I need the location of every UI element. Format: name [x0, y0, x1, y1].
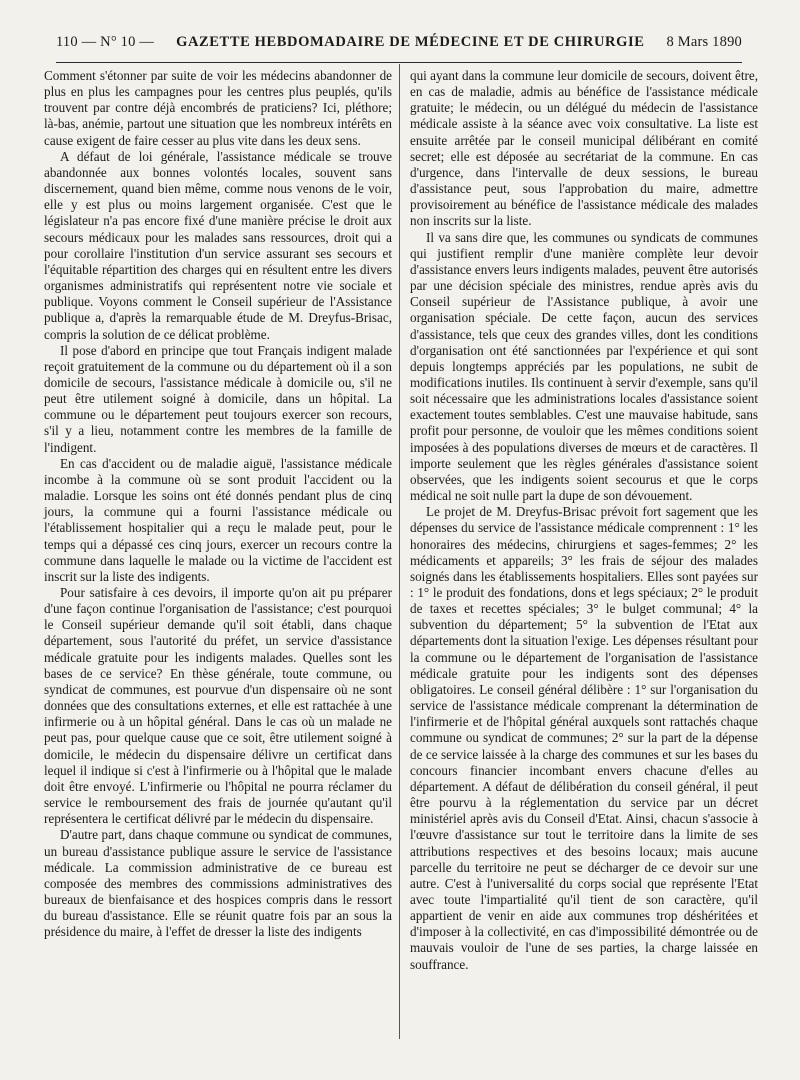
- paragraph: En cas d'accident ou de maladie aiguë, l'assistance médicale incombe à la commune où se sont produit l'accident ou la maladie. Lorsque les soins ont été donnés pendant plus de cinq jours, la commune qui a fourni l'assistance médicale ou l'établissement hospitalier qui a reçu le malade peut, pour le temps qui a dépassé ces cinq jours, exercer un recours contre la commune dans laquelle le malade ou la victime de l'accident est inscrit sur la liste des indigents.: [44, 455, 392, 584]
- page-header: [56, 34, 742, 60]
- paragraph: Le projet de M. Dreyfus-Brisac prévoit fort sagement que les dépenses du service de l'assistance médicale comprennent : 1° les honoraires des médecins, chirurgiens et sages-femmes; 2° les médicaments et appareils; 3° les frais de séjour des malades soignés dans les établissements hospitaliers. Elles sont payées sur : 1° le produit des fondations, dons et legs spéciaux; 2° le produit de taxes et recettes spéciales; 3° le bulget communal; 4° la subvention du département; 5° la subvention de l'Etat aux départements dont la situation l'exige. Les dépenses résultant pour la commune ou le département de l'organisation de l'assistance médicale gratuite pour les indigents sont des dépenses obligatoires. Le conseil général délibère : 1° sur l'organisation du service de l'assistance médicale comprenant la détermination de l'infirmerie et de l'hôpital général auxquels sont rattachés chaque commune ou syndicat de communes; 2° sur la part de la dépense de ce service laissée à la charge des communes et sur les bases du concours financier incombant envers chacune d'elles au département. A défaut de délibération du conseil général, il peut être pourvu à la réglementation du service par un décret ministériel après avis du Conseil d'Etat. Ainsi, chacun s'associe à l'œuvre d'assistance sur tout le territoire dans la limite de ses attributions respectives et des besoins locaux; mais aucune parcelle du territoire ne peut se décharger de ce devoir sur une autre. C'est à l'universalité du corps social que représente l'Etat avec toute l'impartialité qu'il tient de son caractère, qu'il appartient de venir en aide aux communes trop déshéritées et d'imposer à la collectivité, en cas d'impossibilité démontrée ou de mauvais vouloir de l'une de ses parties, la charge laissée en souffrance.: [410, 504, 758, 972]
- paragraph: D'autre part, dans chaque commune ou syndicat de communes, un bureau d'assistance publique assure le service de l'assistance médicale. La commission administrative de ce bureau est composée des membres des commissions administratives des bureaux de bienfaisance et des hospices compris dans le ressort du bureau d'assistance. Elle se réunit quatre fois par an sous la présidence du maire, à l'effet de dresser la liste des indigents: [44, 827, 392, 940]
- paragraph: Pour satisfaire à ces devoirs, il importe qu'on ait pu préparer d'une façon continue l'organisation de l'assistance; c'est pourquoi le Conseil supérieur demande qu'il soit établi, dans chaque département, sous l'autorité du préfet, un service d'assistance médicale gratuite pour les indigents malades. Quelles sont les bases de ce service? En thèse générale, toute commune, ou syndicat de communes, est pourvue d'un dispensaire où ne sont données que des consultations externes, et elle est rattachée à une infirmerie ou à un hôpital général. Dans le cas où un malade ne peut pas, pour quelque cause que ce soit, être utilement soigné à domicile, le médecin du dispensaire délivre un certificat dans lequel il indique si c'est à l'infirmerie ou à l'hôpital que le malade doit être envoyé. L'infirmerie ou l'hôpital ne pourra réclamer du service le remboursement des frais de journée qu'autant qu'il représentera le certificat délivré par le médecin du dispensaire.: [44, 585, 392, 827]
- issue-date: 8 Mars 1890: [666, 34, 742, 50]
- paragraph: A défaut de loi générale, l'assistance médicale se trouve abandonnée aux bonnes volontés locales, souvent sans discernement, quand bien même, comme nous venons de le voir, elle y est plus ou moins largement organisée. C'est que le législateur n'a pas encore fixé d'une manière précise le droit aux secours médicaux pour les malades sans ressources, droit qui a pour corollaire l'institution d'un service assurant ses secours et l'équitable répartition des charges qui en résultent entre les divers organismes administratifs qui représentent notre vie sociale et publique. Voyons comment le Conseil supérieur de l'Assistance publique a, d'après la remarquable étude de M. Dreyfus-Brisac, compris la solution de ce délicat problème.: [44, 148, 392, 342]
- paragraph: Il pose d'abord en principe que tout Français indigent malade reçoit gratuitement de la commune ou du département où il a son domicile de secours, l'assistance médicale à domicile ou, s'il ne peut être utilement soigné à domicile, dans un hôpital. La commune ou le département peut toujours exercer son recours, s'il y a lieu, notamment contre les membres de la famille de l'indigent.: [44, 342, 392, 455]
- paragraph: Il va sans dire que, les communes ou syndicats de communes qui justifient remplir d'une manière complète leur devoir d'assistance envers leurs indigents malades, peuvent être autorisés par une décision spéciale des ministres, rendue après avis du Conseil supérieur de l'Assistance publique, à avoir une organisation spéciale. De cette façon, aucun des services d'assistance, tels que ceux des grandes villes, dont les conditions d'organisation ont été sanctionnées par l'expérience et qui sont depuis longtemps appréciés par les populations, ne subit de modifications inutiles. Ils continuent à servir d'exemple, sans qu'il soit nécessaire que les administrations locales d'assistance soient exactement toutes semblables. C'est une mauvaise habitude, sans profit pour personne, de vouloir que les mêmes conditions soient imposées à des populations diverses de mœurs et de caractères. Il importe seulement que les règles générales d'assistance soient observées, que les indigents soient secourus et que le corps médical ne soit nulle part la dupe de son dévouement.: [410, 229, 758, 504]
- header-rule: [56, 62, 742, 63]
- journal-title: GAZETTE HEBDOMADAIRE DE MÉDECINE ET DE CHIRURGIE: [176, 34, 645, 50]
- left-column: [44, 68, 392, 940]
- right-column: [410, 68, 758, 973]
- paragraph: Comment s'étonner par suite de voir les médecins abandonner de plus en plus les campagnes pour les centres plus peuplés, qu'ils trouvent par contre déjà encombrés de praticiens? Ici, pléthore; là-bas, anémie, partout une situation que les nombreux intérêts en cause exigent de faire cesser au plus vite dans les deux sens.: [44, 68, 392, 148]
- paragraph: qui ayant dans la commune leur domicile de secours, doivent être, en cas de maladie, admis au bénéfice de l'assistance médicale gratuite; le médecin, ou un délégué du médecin de l'assistance médicale assiste à la séance avec voix consultative. La liste est ensuite arrêtée par le conseil municipal délibérant en comité secret; elle est déposée au secrétariat de la commune. En cas d'urgence, dans l'intervalle de deux sessions, le bureau d'assistance peut, sous l'approbation du maire, admettre provisoirement au bénéfice de l'assistance médicale des malades non inscrits sur la liste.: [410, 68, 758, 229]
- column-divider: [399, 64, 400, 1039]
- page-number: 110 — N° 10 —: [56, 34, 155, 50]
